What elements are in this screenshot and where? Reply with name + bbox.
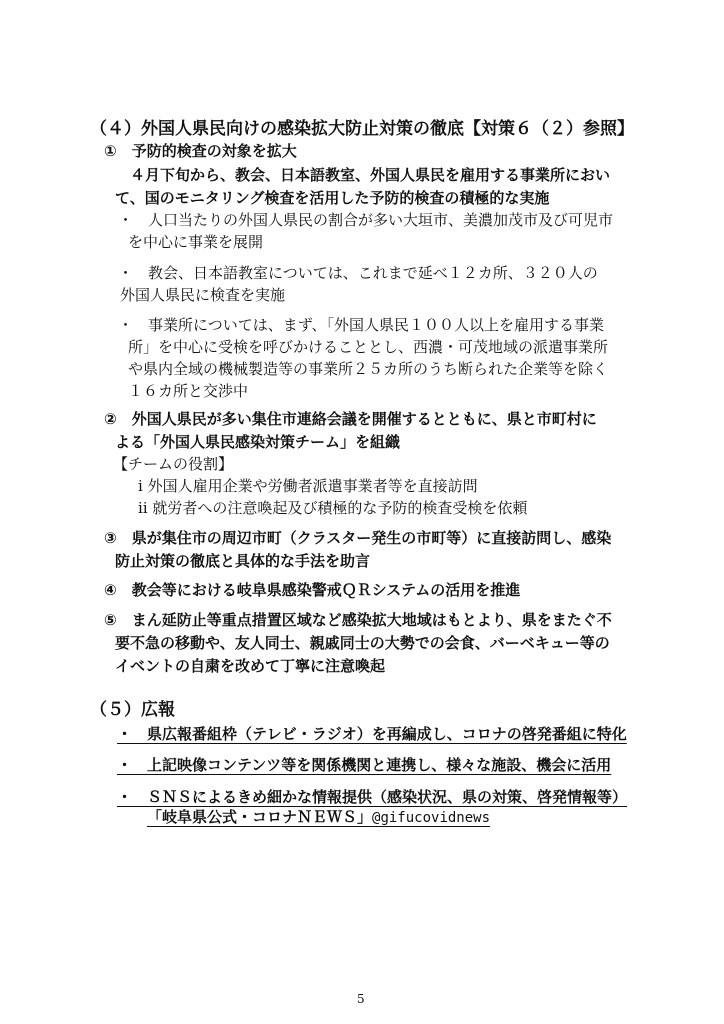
item-1-bullet-2-line-1: ・ 教会、日本語教室については、これまで延べ１２カ所、３２０人の xyxy=(118,264,598,282)
team-role-2: ⅱ 就労者への注意喚起及び積極的な予防的検査受検を依頼 xyxy=(138,499,528,517)
team-role-1: ⅰ 外国人雇用企業や労働者派遣事業者等を直接訪問 xyxy=(138,477,478,495)
item-1-intro-line-1: ４月下旬から、教会、日本語教室、外国人県民を雇用する事業所におい xyxy=(115,166,611,184)
sns-account-handle: @gifucovidnews xyxy=(372,810,491,826)
item-1-bullet-3-line-2: 所」を中心に受検を呼びかけることとし、西濃・可茂地域の派遣事業所 xyxy=(128,338,609,356)
item-4: ④ 教会等における岐阜県感染警戒ＱＲシステムの活用を推進 xyxy=(104,581,521,599)
item-1-bullet-3-line-3: や県内全域の機械製造等の事業所２５カ所のうち断られた企業等を除く xyxy=(128,360,609,378)
item-5-line-3: イベントの自粛を改めて丁寧に注意喚起 xyxy=(115,657,386,675)
item-2-title-line-1: ② 外国人県民が多い集住市連絡会議を開催するとともに、県と市町村に xyxy=(104,410,597,428)
item-1-bullet-1-line-1: ・ 人口当たりの外国人県民の割合が多い大垣市、美濃加茂市及び可児市 xyxy=(118,211,614,229)
section-4-heading: （４）外国人県民向けの感染拡大防止対策の徹底【対策６（２）参照】 xyxy=(90,119,634,139)
sns-account-line xyxy=(147,810,490,825)
section-5-heading: （５）広報 xyxy=(90,700,175,720)
pr-bullet-3: ・ ＳＮＳによるきめ細かな情報提供（感染状況、県の対策、啓発情報等） xyxy=(117,788,628,806)
item-3-line-2: 防止対策の徹底と具体的な手法を助言 xyxy=(115,552,371,570)
pr-bullet-1: ・ 県広報番組枠（テレビ・ラジオ）を再編成し、コロナの啓発番組に特化 xyxy=(117,725,627,743)
item-3-line-1: ③ 県が集住市の周辺市町（クラスター発生の市町等）に直接訪問し、感染 xyxy=(104,529,612,547)
item-1-title: ① 予防的検査の対象を拡大 xyxy=(104,142,297,160)
item-1-intro-line-2: て、国のモニタリング検査を活用した予防的検査の積極的な実施 xyxy=(115,189,550,207)
pr-bullet-2: ・ 上記映像コンテンツ等を関係機関と連携し、様々な施設、機会に活用 xyxy=(117,756,612,774)
page-number: 5 xyxy=(357,992,365,1006)
sns-account-name: 「岐阜県公式・コロナＮＥＷＳ」 xyxy=(147,808,373,826)
item-2-title-line-2: よる「外国人県民感染対策チーム」を組織 xyxy=(115,433,401,451)
item-5-line-1: ⑤ まん延防止等重点措置区域など感染拡大地域はもとより、県をまたぐ不 xyxy=(104,611,612,629)
item-1-bullet-2-line-2: 外国人県民に検査を実施 xyxy=(120,286,286,304)
team-role-label: 【チームの役割】 xyxy=(113,455,234,473)
item-5-line-2: 要不急の移動や、友人同士、親戚同士の大勢での会食、バーベキュー等の xyxy=(115,634,610,652)
item-1-bullet-3-line-1: ・ 事業所については、まず、「外国人県民１００人以上を雇用する事業 xyxy=(118,316,605,334)
item-1-bullet-3-line-4: １６カ所と交渉中 xyxy=(128,382,249,400)
item-1-bullet-1-line-2: を中心に事業を展開 xyxy=(128,233,264,251)
